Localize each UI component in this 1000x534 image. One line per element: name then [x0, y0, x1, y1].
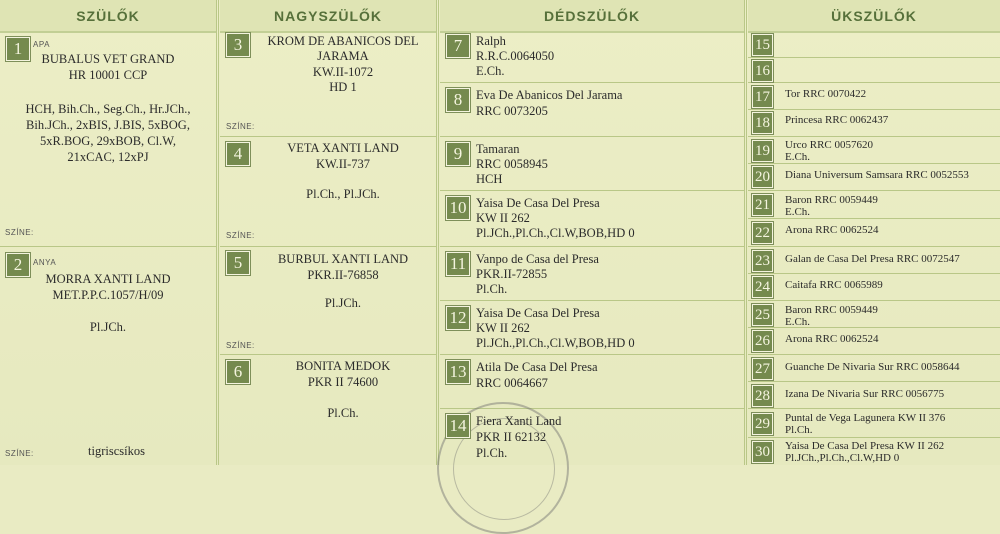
entry-number-badge: 30: [752, 441, 773, 463]
great-great-grandparent-line: Princesa RRC 0062437: [785, 114, 889, 126]
divider: [220, 354, 436, 355]
entry-number-badge: 18: [752, 112, 773, 134]
divider: [216, 0, 219, 465]
entry-number-badge: 7: [446, 34, 470, 58]
great-grandparent-line: RRC 0058945: [476, 157, 548, 171]
sire-titles: 21xCAC, 12xPJ: [67, 150, 149, 164]
grandparent-registration: PKR.II-76858: [307, 268, 379, 282]
great-grandparent-line: R.R.C.0064050: [476, 49, 555, 63]
dam-titles: Pl.JCh.: [89, 320, 127, 334]
divider: [748, 437, 1000, 438]
entry-number-badge: 11: [446, 252, 470, 276]
great-grandparent-line: HCH: [476, 172, 503, 186]
sire-titles: HCH, Bih.Ch., Seg.Ch., Hr.JCh.,: [25, 102, 191, 116]
great-great-grandparent-line: E.Ch.: [785, 206, 811, 218]
divider: [748, 109, 1000, 110]
great-grandparent-line: Yaisa De Casa Del Presa: [476, 306, 600, 320]
divider: [748, 273, 1000, 274]
grandparent-registration: HD 1: [329, 80, 357, 94]
entry-number-badge: 3: [226, 33, 250, 57]
entry-number-badge: 24: [752, 276, 773, 298]
great-great-grandparent-line: Pl.JCh.,Pl.Ch.,Cl.W,HD 0: [785, 452, 900, 464]
grandparent-name: BONITA MEDOK: [295, 359, 391, 373]
divider: [440, 246, 744, 247]
entry-number-badge: 19: [752, 140, 773, 162]
great-great-grandparent-line: Baron RRC 0059449: [785, 194, 878, 206]
great-grandparent-line: Pl.JCh.,Pl.Ch.,Cl.W,BOB,HD 0: [476, 336, 635, 350]
great-great-grandparent-line: Diana Universum Samsara RRC 0052553: [785, 169, 969, 181]
great-grandparent-line: Pl.JCh.,Pl.Ch.,Cl.W,BOB,HD 0: [476, 226, 635, 240]
great-grandparent-line: PKR II 62132: [476, 430, 547, 444]
grandparent-name: JARAMA: [317, 49, 369, 63]
sire-name: BUBALUS VET GRAND: [41, 52, 175, 66]
great-grandparent-line: Eva De Abanicos Del Jarama: [476, 88, 623, 102]
great-great-grandparent-line: Tor RRC 0070422: [785, 88, 867, 100]
great-great-grandparent-line: Baron RRC 0059449: [785, 304, 878, 316]
sire-registration: HR 10001 CCP: [68, 68, 148, 82]
entry-number-badge: 23: [752, 250, 773, 272]
dam-name: MORRA XANTI LAND: [45, 272, 171, 286]
dam-label: ANYA: [33, 258, 57, 267]
entry-number-badge: 9: [446, 142, 470, 166]
entry-number-badge: 20: [752, 166, 773, 188]
entry-number-badge: 15: [752, 34, 773, 56]
great-great-grandparent-line: Guanche De Nivaria Sur RRC 0058644: [785, 361, 960, 373]
great-grandparent-line: KW II 262: [476, 321, 530, 335]
divider: [440, 82, 744, 83]
grandparent-color-label: SZÍNE:: [226, 341, 255, 350]
divider: [748, 136, 1000, 137]
divider: [744, 0, 747, 465]
divider: [748, 381, 1000, 382]
grandparent-registration: KW.II-737: [315, 157, 371, 171]
sire-titles: 5xR.BOG, 29xBOB, Cl.W,: [39, 134, 177, 148]
sire-label: APA: [33, 40, 50, 49]
entry-number-badge: 16: [752, 60, 773, 82]
entry-number-badge: 29: [752, 413, 773, 435]
great-great-grandparent-line: Arona RRC 0062524: [785, 333, 879, 345]
divider: [748, 354, 1000, 355]
entry-number-badge: 28: [752, 385, 773, 407]
great-grandparent-line: RRC 0073205: [476, 104, 548, 118]
entry-number-badge: 14: [446, 414, 470, 438]
dam-color-label: SZÍNE:: [5, 449, 34, 458]
divider: [748, 190, 1000, 191]
entry-number-badge: 5: [226, 251, 250, 275]
great-grandparent-line: Vanpo de Casa del Presa: [476, 252, 599, 266]
entry-number-badge: 25: [752, 304, 773, 326]
great-great-grandparent-line: E.Ch.: [785, 151, 811, 163]
divider: [440, 190, 744, 191]
divider: [220, 136, 436, 137]
great-great-grandparent-line: Caitafa RRC 0065989: [785, 279, 883, 291]
divider: [748, 408, 1000, 409]
grandparent-registration: KW.II-1072: [312, 65, 374, 79]
divider: [440, 300, 744, 301]
great-grandparent-line: Ralph: [476, 34, 506, 48]
sire-titles: Bih.JCh., 2xBIS, J.BIS, 5xBOG,: [26, 118, 190, 132]
grandparent-titles: Pl.JCh.: [324, 296, 362, 310]
great-grandparent-line: Tamaran: [476, 142, 520, 156]
entry-number-badge: 1: [6, 37, 30, 61]
divider: [440, 354, 744, 355]
divider: [748, 246, 1000, 247]
divider: [0, 246, 216, 247]
header-parents: SZÜLŐK: [0, 0, 216, 33]
entry-number-badge: 12: [446, 306, 470, 330]
grandparent-color-label: SZÍNE:: [226, 122, 255, 131]
great-great-grandparent-line: Urco RRC 0057620: [785, 139, 873, 151]
entry-number-badge: 27: [752, 358, 773, 380]
sire-color-label: SZÍNE:: [5, 228, 34, 237]
divider: [748, 300, 1000, 301]
divider: [436, 0, 439, 465]
entry-number-badge: 26: [752, 330, 773, 352]
divider: [220, 246, 436, 247]
grandparent-name: KROM DE ABANICOS DEL: [267, 34, 419, 48]
grandparent-name: VETA XANTI LAND: [287, 141, 399, 155]
entry-number-badge: 21: [752, 194, 773, 216]
entry-number-badge: 4: [226, 142, 250, 166]
grandparent-titles: Pl.Ch., Pl.JCh.: [306, 187, 380, 201]
great-great-grandparent-line: Galan de Casa Del Presa RRC 0072547: [785, 253, 960, 265]
divider: [748, 163, 1000, 164]
header-great-great-grandparents: ÜKSZÜLŐK: [748, 0, 1000, 33]
entry-number-badge: 8: [446, 88, 470, 112]
great-great-grandparent-line: E.Ch.: [785, 316, 811, 328]
great-grandparent-line: Pl.Ch.: [476, 446, 508, 460]
great-great-grandparent-line: Izana De Nivaria Sur RRC 0056775: [785, 388, 945, 400]
great-grandparent-line: Atila De Casa Del Presa: [476, 360, 598, 374]
dam-registration: MET.P.P.C.1057/H/09: [52, 288, 164, 302]
divider: [748, 82, 1000, 83]
header-grandparents: NAGYSZÜLŐK: [220, 0, 436, 33]
divider: [748, 57, 1000, 58]
grandparent-color-label: SZÍNE:: [226, 231, 255, 240]
great-great-grandparent-line: Pl.Ch.: [785, 424, 813, 436]
grandparent-titles: Pl.Ch.: [327, 406, 359, 420]
divider: [440, 136, 744, 137]
entry-number-badge: 10: [446, 196, 470, 220]
entry-number-badge: 13: [446, 360, 470, 384]
great-great-grandparent-line: Puntal de Vega Lagunera KW II 376: [785, 412, 946, 424]
great-grandparent-line: RRC 0064667: [476, 376, 548, 390]
great-great-grandparent-line: Yaisa De Casa Del Presa KW II 262: [785, 440, 945, 452]
entry-number-badge: 22: [752, 222, 773, 244]
grandparent-registration: PKR II 74600: [307, 375, 379, 389]
entry-number-badge: 17: [752, 86, 773, 108]
great-grandparent-line: Yaisa De Casa Del Presa: [476, 196, 600, 210]
grandparent-name: BURBUL XANTI LAND: [277, 252, 409, 266]
great-grandparent-line: E.Ch.: [476, 64, 505, 78]
entry-number-badge: 6: [226, 360, 250, 384]
header-great-grandparents: DÉDSZÜLŐK: [440, 0, 744, 33]
entry-number-badge: 2: [6, 253, 30, 277]
great-grandparent-line: Pl.Ch.: [476, 282, 508, 296]
great-grandparent-line: PKR.II-72855: [476, 267, 548, 281]
dam-color: tigriscsíkos: [88, 444, 145, 458]
great-grandparent-line: KW II 262: [476, 211, 530, 225]
great-great-grandparent-line: Arona RRC 0062524: [785, 224, 879, 236]
divider: [748, 218, 1000, 219]
great-grandparent-line: Fiera Xanti Land: [476, 414, 562, 428]
